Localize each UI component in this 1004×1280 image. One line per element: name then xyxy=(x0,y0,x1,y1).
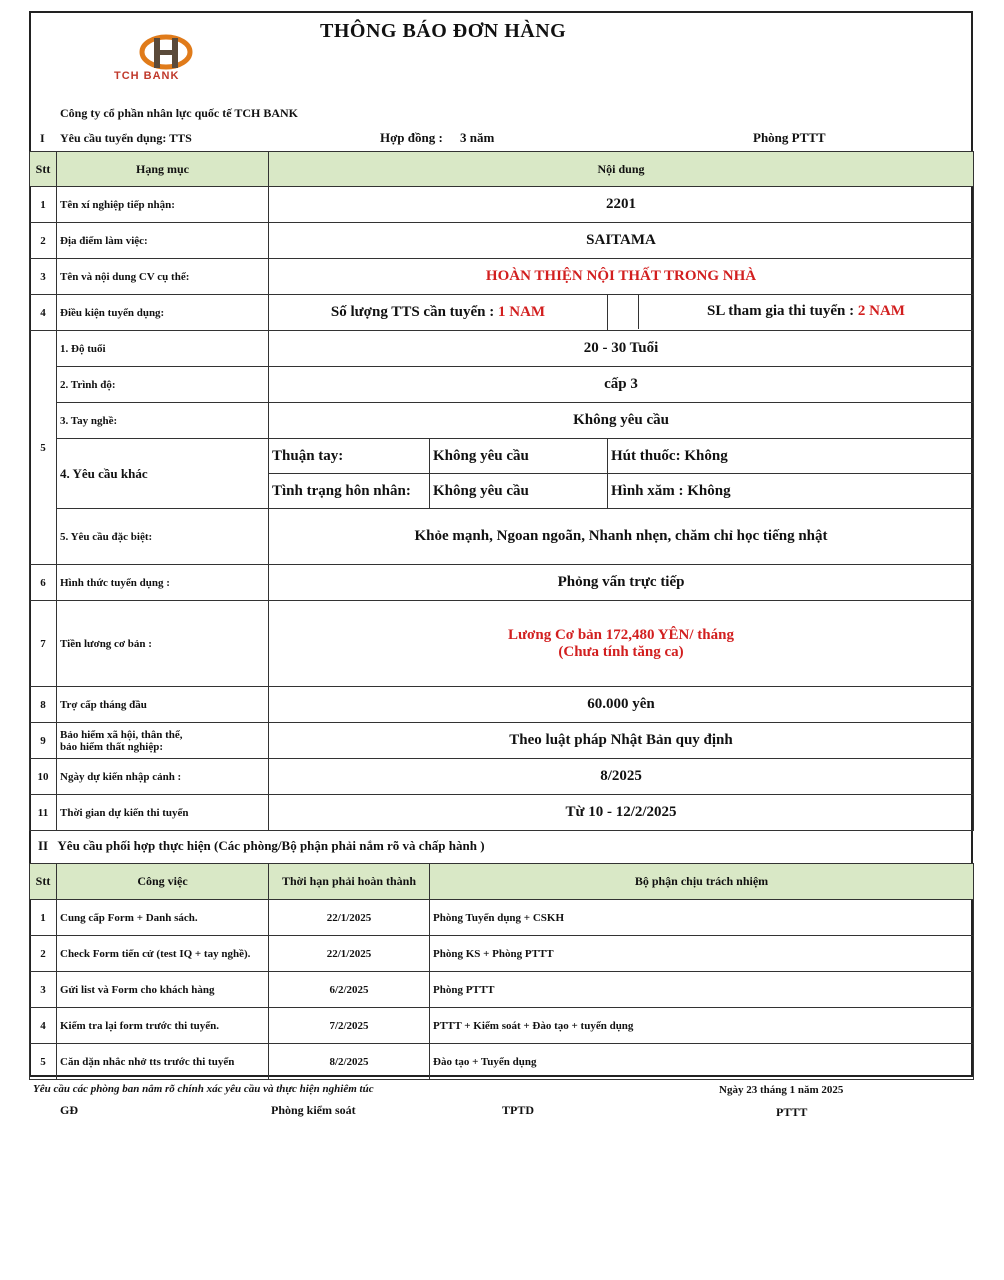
company-name: Công ty cổ phần nhân lực quốc tế TCH BANK xyxy=(60,106,299,120)
task-number: 4 xyxy=(30,1008,57,1044)
age-value: 20 - 30 Tuổi xyxy=(269,331,974,367)
table-row xyxy=(30,795,974,831)
row-value: Phỏng vấn trực tiếp xyxy=(269,565,974,601)
task-deadline: 8/2/2025 xyxy=(269,1044,430,1080)
row-label: Trợ cấp tháng đầu xyxy=(57,687,269,723)
row-label: Tên xí nghiệp tiếp nhận: xyxy=(57,187,269,223)
header-task: Công việc xyxy=(57,864,269,900)
section-1-number: I xyxy=(40,131,45,145)
signature-pttt: PTTT xyxy=(776,1105,808,1119)
skill-value: Không yêu cầu xyxy=(269,403,974,439)
signature-director: GĐ xyxy=(60,1103,78,1117)
task-number: 1 xyxy=(30,900,57,936)
row-label: Thời gian dự kiến thi tuyển xyxy=(57,795,269,831)
task-department: Phòng Tuyển dụng + CSKH xyxy=(430,900,974,936)
recruit-type: Yêu cầu tuyển dụng: TTS xyxy=(60,131,192,145)
job-description-value: HOÀN THIỆN NỘI THẤT TRONG NHÀ xyxy=(269,259,974,295)
task-header-row xyxy=(30,864,974,900)
table-row xyxy=(30,187,974,223)
handedness-value: Không yêu cầu xyxy=(430,439,608,474)
other-requirements-label: 4. Yêu cầu khác xyxy=(57,439,269,509)
smoking-value: Hút thuốc: Không xyxy=(608,439,974,474)
section-2-number: II xyxy=(38,838,49,853)
header-deadline: Thời hạn phải hoàn thành xyxy=(269,864,430,900)
row-value: SAITAMA xyxy=(269,223,974,259)
tattoo-value: Hình xăm : Không xyxy=(608,474,974,509)
task-number: 3 xyxy=(30,972,57,1008)
task-name: Gửi list và Form cho khách hàng xyxy=(57,972,269,1008)
task-table xyxy=(29,863,974,1080)
insurance-label-cell xyxy=(57,723,269,759)
row-value: 60.000 yên xyxy=(269,687,974,723)
salary-value: Lương Cơ bản 172,480 YÊN/ tháng xyxy=(508,626,734,643)
table-row xyxy=(30,367,974,403)
table-row xyxy=(30,223,974,259)
header-stt: Stt xyxy=(30,152,57,187)
table-row xyxy=(30,259,974,295)
row-label: Ngày dự kiến nhập cảnh : xyxy=(57,759,269,795)
row-number: 9 xyxy=(30,723,57,759)
row-label: Địa điểm làm việc: xyxy=(57,223,269,259)
row-value: 8/2025 xyxy=(269,759,974,795)
row-label: Hình thức tuyển dụng : xyxy=(57,565,269,601)
row-value: 2201 xyxy=(269,187,974,223)
row-number: 6 xyxy=(30,565,57,601)
task-row xyxy=(30,936,974,972)
task-deadline: 7/2/2025 xyxy=(269,1008,430,1044)
header-stt: Stt xyxy=(30,864,57,900)
table-row xyxy=(30,687,974,723)
task-name: Căn dặn nhắc nhở tts trước thi tuyển xyxy=(57,1044,269,1080)
task-number: 2 xyxy=(30,936,57,972)
table-row xyxy=(30,565,974,601)
contract-value: 3 năm xyxy=(460,130,495,145)
task-department: Đào tạo + Tuyển dụng xyxy=(430,1044,974,1080)
task-deadline: 22/1/2025 xyxy=(269,900,430,936)
logo-wordmark: TCH BANK xyxy=(114,70,180,82)
special-label: 5. Yêu cầu đặc biệt: xyxy=(57,509,269,565)
marital-label: Tình trạng hôn nhân: xyxy=(269,474,430,509)
footer-date: Ngày 23 tháng 1 năm 2025 xyxy=(719,1084,844,1096)
salary-note: (Chưa tính tăng ca) xyxy=(558,643,684,660)
row-number: 8 xyxy=(30,687,57,723)
task-row xyxy=(30,1044,974,1080)
exam-quantity-cell xyxy=(638,294,973,329)
row-number: 2 xyxy=(30,223,57,259)
task-row xyxy=(30,900,974,936)
salary-cell xyxy=(269,601,974,687)
table-row xyxy=(30,601,974,687)
header-item: Hạng mục xyxy=(57,152,269,187)
row-label: Điều kiện tuyển dụng: xyxy=(57,295,269,331)
row-number: 3 xyxy=(30,259,57,295)
section-2-heading xyxy=(38,838,485,854)
row-number: 10 xyxy=(30,759,57,795)
age-label: 1. Độ tuổi xyxy=(57,331,269,367)
row-number: 5 xyxy=(30,331,57,565)
row-label: Tên và nội dung CV cụ thể: xyxy=(57,259,269,295)
insurance-label-line2: bảo hiểm thất nghiệp: xyxy=(60,740,163,753)
special-value: Khỏe mạnh, Ngoan ngoãn, Nhanh nhẹn, chăm chỉ học tiếng nhật xyxy=(269,509,974,565)
footer-note: Yêu cầu các phòng ban nắm rõ chính xác yêu cầu và thực hiện nghiêm túc xyxy=(33,1083,374,1095)
row-number: 11 xyxy=(30,795,57,831)
skill-label: 3. Tay nghề: xyxy=(57,403,269,439)
exam-quantity-value: 2 NAM xyxy=(857,303,905,319)
task-number: 5 xyxy=(30,1044,57,1080)
task-name: Check Form tiến cử (test IQ + tay nghề). xyxy=(57,936,269,972)
trainee-quantity-value: 1 NAM xyxy=(498,304,546,320)
task-deadline: 22/1/2025 xyxy=(269,936,430,972)
document-title: THÔNG BÁO ĐƠN HÀNG xyxy=(320,20,567,42)
task-deadline: 6/2/2025 xyxy=(269,972,430,1008)
insurance-label-line1: Bảo hiểm xã hội, thân thể, xyxy=(60,728,183,741)
task-department: Phòng KS + Phòng PTTT xyxy=(430,936,974,972)
table-row xyxy=(30,331,974,367)
order-details-table xyxy=(29,151,974,831)
table-row xyxy=(30,723,974,759)
trainee-quantity-label: Số lượng TTS cần tuyển : xyxy=(330,304,495,320)
task-name: Kiểm tra lại form trước thi tuyển. xyxy=(57,1008,269,1044)
row-number: 7 xyxy=(30,601,57,687)
signature-control: Phòng kiểm soát xyxy=(271,1103,356,1117)
table-header-row xyxy=(30,152,974,187)
trainee-quantity-cell xyxy=(269,295,608,331)
education-value: cấp 3 xyxy=(269,367,974,403)
row-number: 1 xyxy=(30,187,57,223)
row-value: Theo luật pháp Nhật Bản quy định xyxy=(269,723,974,759)
handedness-label: Thuận tay: xyxy=(269,439,430,474)
table-row xyxy=(30,403,974,439)
row-label: Tiền lương cơ bản : xyxy=(57,601,269,687)
table-row xyxy=(30,509,974,565)
header-department: Bộ phận chịu trách nhiệm xyxy=(430,864,974,900)
exam-quantity-label: SL tham gia thi tuyển : xyxy=(707,303,855,319)
department: Phòng PTTT xyxy=(753,130,826,145)
signature-tptd: TPTD xyxy=(502,1103,535,1117)
row-number: 4 xyxy=(30,295,57,331)
section-2-label: Yêu cầu phối hợp thực hiện (Các phòng/Bộ phận phải nắm rõ và chấp hành ) xyxy=(57,838,485,853)
contract-label: Hợp đồng : xyxy=(380,130,443,145)
task-name: Cung cấp Form + Danh sách. xyxy=(57,900,269,936)
task-row xyxy=(30,1008,974,1044)
header-content: Nội dung xyxy=(269,152,974,187)
task-row xyxy=(30,972,974,1008)
table-row xyxy=(30,439,974,474)
task-department: PTTT + Kiểm soát + Đào tạo + tuyển dụng xyxy=(430,1008,974,1044)
task-department: Phòng PTTT xyxy=(430,972,974,1008)
marital-value: Không yêu cầu xyxy=(430,474,608,509)
row-value: Từ 10 - 12/2/2025 xyxy=(269,795,974,831)
education-label: 2. Trình độ: xyxy=(57,367,269,403)
table-row xyxy=(30,759,974,795)
